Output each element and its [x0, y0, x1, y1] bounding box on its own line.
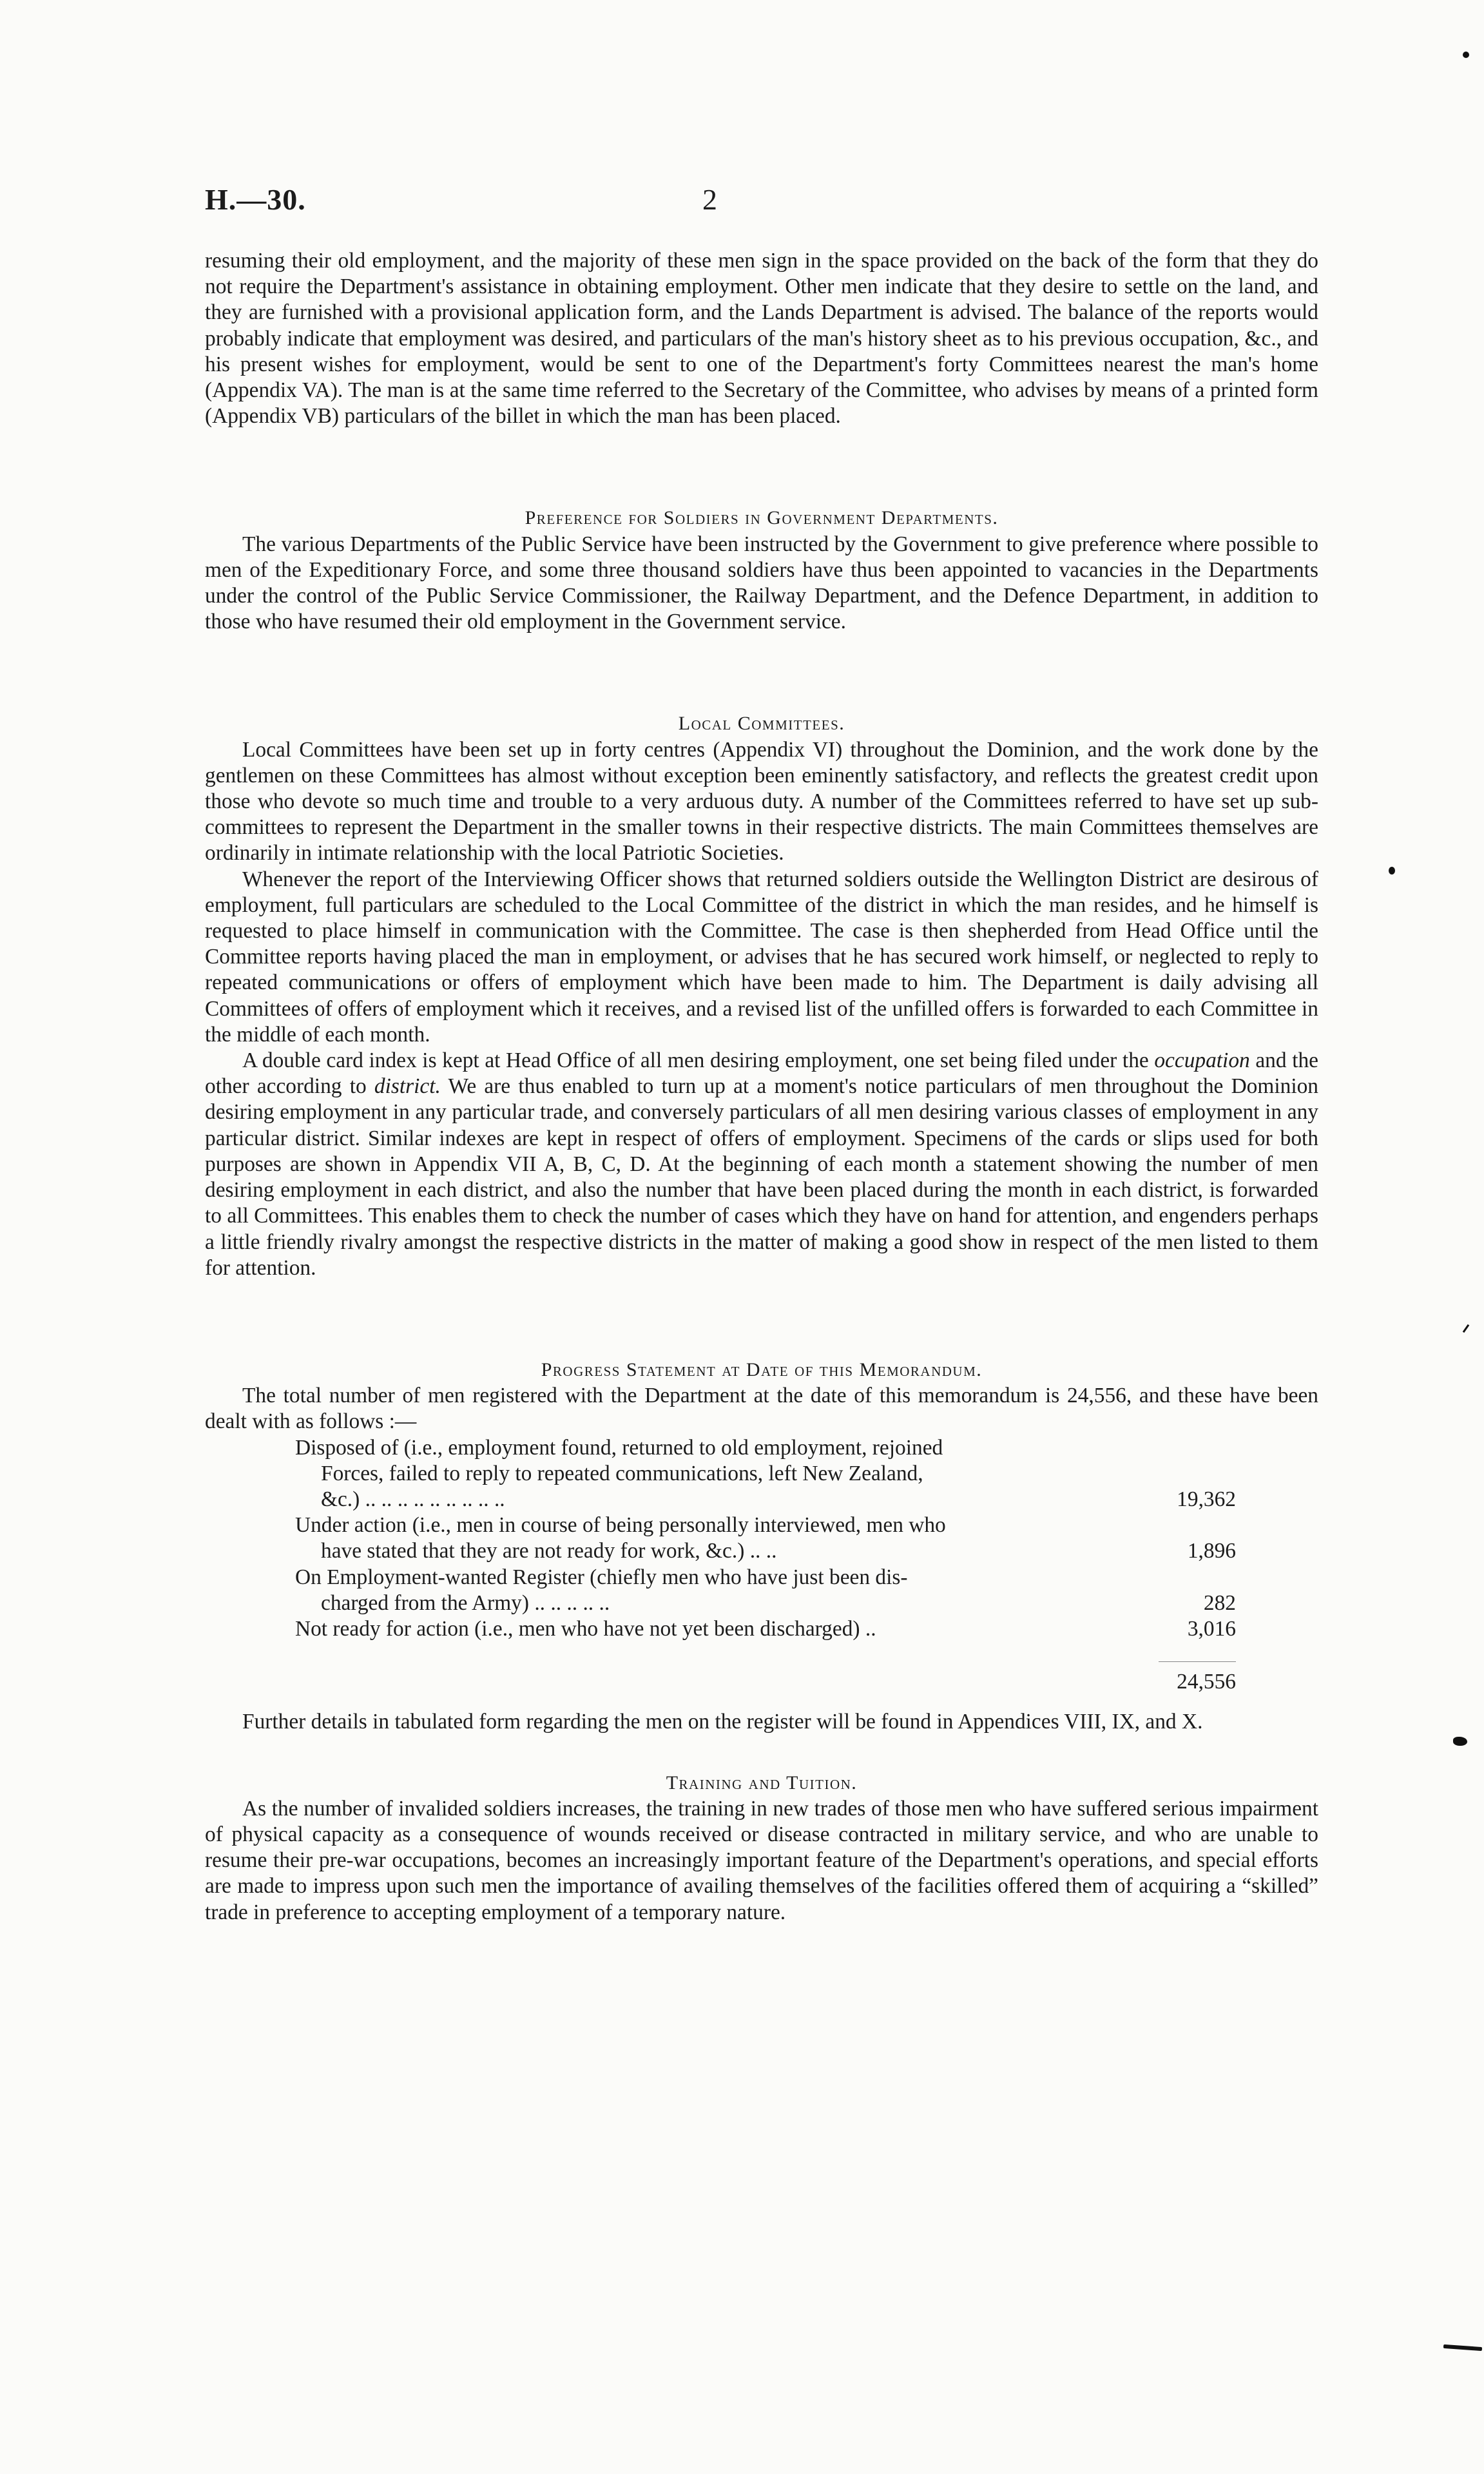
statement-row-disposed: Disposed of (i.e., employment found, returned to old employment, rejoined Forces, failed to reply to repeated communications, left New Zealand, &c.) .. .. .. .. .. .. .. .. .. 19,362: [295, 1435, 1318, 1513]
preference-paragraph: The various Departments of the Public Service have been instructed by the Government to give preference where possible to men of the Expeditionary Force, and some three thousand soldiers have thus been appointed to vacancies in the Departments under the control of the Public Service Commissioner, the Railway Department, and the Defence Department, in addition to those who have resumed their old employment in the Government service.: [205, 532, 1318, 634]
committees-paragraph-1: Local Committees have been set up in forty centres (Appendix VI) throughout the Dominion, and the work done by the gentlemen on these Committees has almost without exception been eminently satisfactory, and reflects the greatest credit upon those who devote so much time and trouble to a very arduous duty. A number of the Committees referred to have set up sub-committees to represent the Department in the smaller towns in their respective districts. The main Committees themselves are ordinarily in intimate relationship with the local Patriotic Societies.: [205, 737, 1318, 865]
progress-statement-table: [205, 1435, 1318, 1696]
document-reference: H.—30.: [205, 183, 306, 216]
heading-training: Training and Tuition.: [666, 1772, 858, 1793]
statement-value: 3,016: [1187, 1616, 1236, 1641]
statement-row-not-ready: Not ready for action (i.e., men who have not yet been discharged) .. 3,016: [295, 1616, 1318, 1642]
heading-progress-statement: Progress Statement at Date of this Memorandum.: [541, 1358, 983, 1380]
heading-local-committees: Local Committees.: [678, 713, 845, 735]
committees-paragraph-2: Whenever the report of the Interviewing Officer shows that returned soldiers outside the Wellington District are desirous of employment, full particulars are scheduled to the Local Committee of the district in which the man resides, and he himself is requested to place himself in communication with the Committee. The case is then shepherded from Head Office until the Committee reports having placed the man in employment, or advises that he has secured work himself, or neglected to reply to repeated communications or offers of employment which have been made to him. The Department is daily advising all Committees of offers of employment which it receives, and a revised list of the unfilled offers is forwarded to each Committee in the middle of each month.: [205, 867, 1318, 1047]
progress-intro: The total number of men registered with the Department at the date of this memorandum is 24,556, and these have been dealt with as follows :—: [205, 1384, 1318, 1434]
scan-speck: [1463, 52, 1469, 58]
document-body: [205, 248, 1318, 1926]
statement-row-register: On Employment-wanted Register (chiefly men who have just been dis- charged from the Army) .. .. .. .. .. 282: [295, 1565, 1318, 1616]
further-details-paragraph: Further details in tabulated form regarding the men on the register will be found in Appendices VIII, IX, and X.: [242, 1710, 1203, 1734]
statement-value: 282: [1203, 1590, 1236, 1615]
heading-preference: Preference for Soldiers in Government Departments.: [525, 507, 999, 529]
statement-row-under-action: Under action (i.e., men in course of being personally interviewed, men who have stated that they are not ready for work, &c.) .. .. 1,896: [295, 1512, 1318, 1564]
scan-mark: [1443, 2344, 1482, 2351]
intro-paragraph: resuming their old employment, and the majority of these men sign in the space provided on the back of the form that they do not require the Department's assistance in obtaining employment. Other men indicate that they desire to settle on the land, and they are furnished with a provisional application form, and the Lands Department is advised. The balance of the reports would probably indicate that employment was desired, and particulars of the man's history sheet as to his previous occupation, &c., and his present wishes for employment, would be sent to one of the Department's forty Committees nearest the man's home (Appendix VA). The man is at the same time referred to the Secretary of the Committee, who advises by means of a printed form (Appendix VB) particulars of the billet in which the man has been placed.: [205, 249, 1318, 429]
scan-speck: [1389, 867, 1395, 875]
statement-value: 1,896: [1187, 1539, 1236, 1563]
training-paragraph: As the number of invalided soldiers increases, the training in new trades of those men who have suffered serious impairment of physical capacity as a consequence of wounds received or disease contracted in military service, and who are unable to resume their pre-war occupations, becomes an increasingly important feature of the Department's operations, and special efforts are made to impress upon such men the importance of availing themselves of the facilities offered them of acquiring a “skilled” trade in preference to accepting employment of a temporary nature.: [205, 1796, 1318, 1924]
statement-total: 24,556: [1133, 1656, 1236, 1695]
page-number: 2: [702, 183, 717, 216]
scan-blot: [1453, 1737, 1467, 1746]
committees-paragraph-3: A double card index is kept at Head Office of all men desiring employment, one set being filed under the occupation and the other according to district. We are thus enabled to turn up at a moment's notice particulars of men throughout the Dominion desiring employment in any particular trade, and conversely particulars of all men desiring various classes of employment in any particular district. Similar indexes are kept in respect of offers of employment. Specimens of the cards or slips used for both purposes are shown in Appendix VII A, B, C, D. At the beginning of each month a statement showing the number of men desiring employment in each district, and also the number that have been placed during the month in each district, is forwarded to all Committees. This enables them to check the number of cases which they have on hand for attention, and engenders perhaps a little friendly rivalry amongst the respective districts in the matter of making a good show in respect of the men listed to them for attention.: [205, 1049, 1318, 1280]
statement-value: 19,362: [1177, 1487, 1236, 1511]
scan-mark: [1463, 1324, 1469, 1333]
